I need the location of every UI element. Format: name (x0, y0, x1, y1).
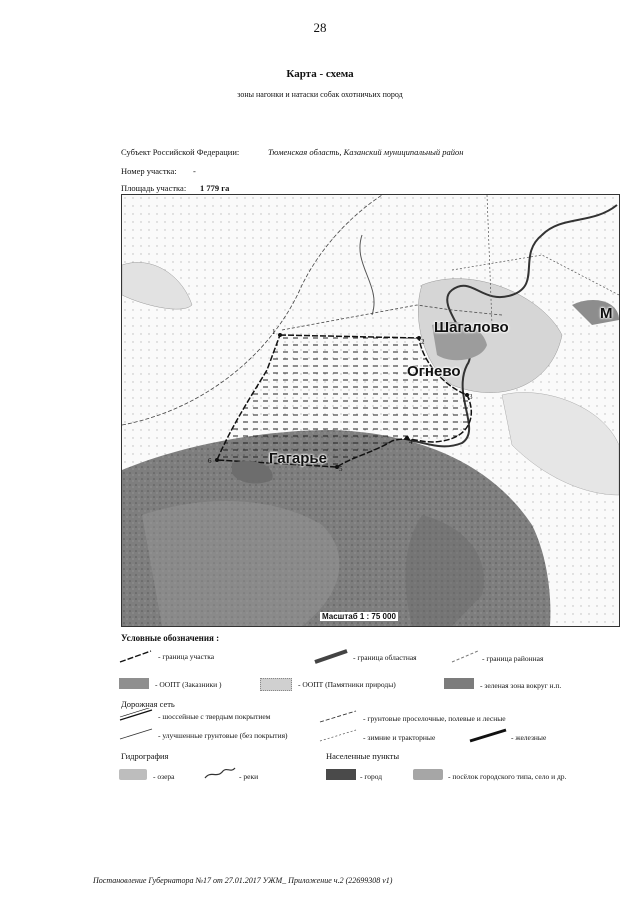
river-symbol (203, 765, 237, 781)
green-zone-shade (142, 501, 339, 626)
district-boundary-symbol (450, 648, 480, 664)
map-frame[interactable] (121, 194, 620, 627)
winter-road-symbol (318, 727, 358, 743)
place-m: М (600, 305, 613, 322)
legend-city: - город (360, 772, 383, 781)
legend-green-zone: - зеленая зона вокруг н.п. (480, 681, 562, 690)
boundary-point-1 (278, 333, 282, 337)
roads-title: Дорожная сеть (121, 699, 175, 709)
legend-railway: - железные (511, 733, 547, 742)
legend-title: Условные обозначения : (121, 633, 220, 643)
plot-number-label: Номер участка: (121, 166, 177, 176)
city-symbol (326, 769, 356, 780)
footer-citation: Постановление Губернатора №17 от 27.01.2017 УЖМ_ Приложение ч.2 (22699308 v1) (93, 876, 393, 885)
legend-improved-road: - улучшенные грунтовые (без покрытия) (158, 731, 288, 740)
region-boundary-symbol (313, 648, 349, 664)
plot-boundary-symbol (118, 648, 153, 664)
improved-road-symbol (118, 727, 154, 741)
railway-symbol (468, 727, 508, 743)
map-canvas (122, 195, 619, 626)
point-label: 6 (208, 457, 212, 465)
hydro-title: Гидрография (121, 751, 169, 761)
point-label: 3 (469, 393, 473, 401)
place-gagarye: Гагарье (269, 450, 327, 467)
subject-label: Субъект Российской Федерации: (121, 147, 240, 157)
legend-winter-road: - зимние и тракторные (363, 733, 436, 742)
legend-village: - посёлок городского типа, село и др. (448, 772, 567, 781)
legend-oopt-reserve: - ООПТ (Заказники ) (155, 680, 222, 689)
legend-lakes: - озера (153, 772, 175, 781)
plot-number-value: - (193, 166, 196, 176)
page-title: Карта - схема (286, 68, 354, 80)
green-zone-symbol (444, 678, 474, 689)
boundary-point-6 (215, 458, 219, 462)
oopt-monument-symbol (260, 678, 292, 691)
paved-road-symbol (118, 708, 154, 722)
point-label: 5 (339, 465, 343, 473)
point-label: 4 (409, 438, 413, 446)
legend-plot-boundary: - граница участка (158, 652, 215, 661)
legend-dirt-road: - грунтовые проселочные, полевые и лесные (363, 714, 506, 723)
point-label: 2 (421, 338, 425, 346)
map-scale: Масштаб 1 : 75 000 (322, 612, 396, 621)
legend-region-boundary: - граница областная (353, 653, 417, 662)
legend-oopt-monument: - ООПТ (Памятники природы) (298, 680, 396, 689)
place-ognevo: Огнево (407, 363, 461, 380)
place-shagalovo: Шагалово (434, 319, 509, 336)
village-symbol (413, 769, 443, 780)
legend-paved-road: - шоссейные с твердым покрытием (158, 712, 271, 721)
page-subtitle: зоны нагонки и натаски собак охотничьих пород (237, 90, 403, 99)
dirt-road-symbol (318, 708, 358, 724)
area-value: 1 779 га (200, 183, 230, 193)
lake-symbol (119, 769, 147, 780)
legend-rivers: - реки (239, 772, 259, 781)
page-number: 28 (313, 20, 327, 35)
oopt-reserve-symbol (119, 678, 149, 689)
subject-value: Тюменская область, Казанский муниципальный район (268, 147, 464, 157)
settlements-title: Населенные пункты (326, 751, 400, 761)
legend-district-boundary: - граница районная (482, 654, 544, 663)
point-label: 1 (272, 328, 276, 336)
area-label: Площадь участка: (121, 183, 187, 193)
